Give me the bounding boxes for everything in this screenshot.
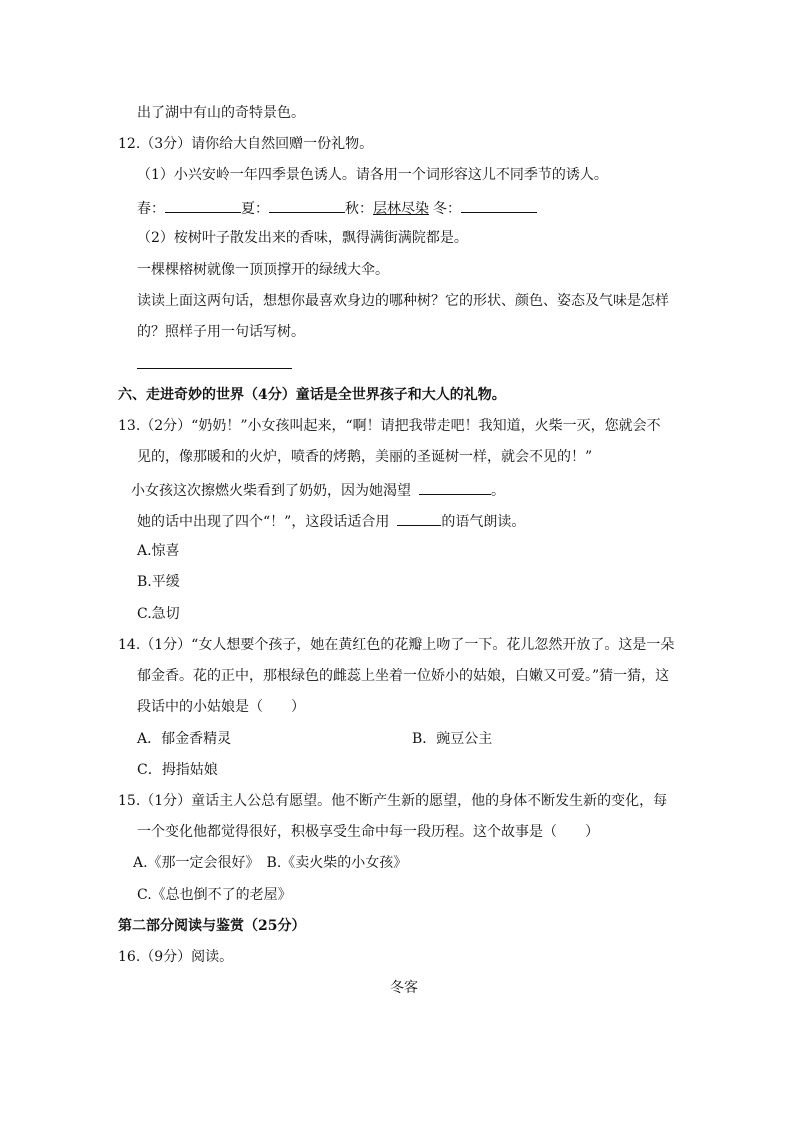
q16-stem: 16.（9分）阅读。 — [118, 949, 234, 965]
spring-label: 春： — [137, 201, 165, 217]
q12-part1: （1）小兴安岭一年四季景色诱人。请各用一个词形容这儿不同季节的诱人。 — [137, 167, 608, 183]
summer-blank[interactable] — [269, 198, 345, 213]
q13-line3-text: 小女孩这次擦燃火柴看到了奶奶，因为她渴望 — [131, 483, 411, 499]
winter-label: 冬： — [433, 201, 461, 217]
autumn-answer: 层林尽染 — [373, 201, 429, 217]
summer-label: 夏： — [241, 201, 269, 217]
q13-line4 — [137, 511, 525, 531]
q14-line1: 14.（1分）“女人想要个孩子，她在黄红色的花瓣上吻了一下。花儿忽然开放了。这是一朵 — [118, 637, 675, 653]
q12-answer-line — [137, 354, 292, 374]
q13-line3-end: 。 — [491, 483, 505, 499]
winter-blank[interactable] — [461, 198, 537, 213]
q14-line2: 郁金香。花的正中，那根绿色的雌蕊上坐着一位娇小的姑娘，白嫩又可爱。”猜一猜，这 — [137, 668, 670, 684]
q12-part2-sentence: 一棵棵榕树就像一顶顶撑开的绿绒大伞。 — [137, 262, 389, 278]
passage-title: 冬客 — [390, 980, 418, 996]
q13-line4-text: 她的话中出现了四个“！”，这段话适合用 — [137, 514, 390, 530]
q15-options-ab[interactable]: A.《那一定会很好》 B.《卖火柴的小女孩》 — [133, 855, 408, 871]
autumn-label: 秋： — [345, 201, 373, 217]
q13-tone-blank[interactable] — [397, 511, 441, 526]
q14-option-a[interactable]: A．郁金香精灵 — [137, 731, 232, 747]
part-2-heading: 第二部分阅读与鉴赏（25分） — [118, 918, 306, 934]
q14-option-b[interactable]: B．豌豆公主 — [412, 731, 493, 747]
q15-line2: 一个变化他都觉得很好，积极享受生命中每一段历程。这个故事是（ ） — [137, 824, 599, 840]
q13-line2: 见的，像那暖和的火炉，喷香的烤鹅，美丽的圣诞树一样，就会不见的！” — [137, 449, 593, 465]
q12-part3-line1: 读读上面这两句话，想想你最喜欢身边的哪种树？它的形状、颜色、姿态及气味是怎样 — [137, 293, 669, 309]
q13-line1: 13.（2分）“奶奶！”小女孩叫起来，“啊！请把我带走吧！我知道，火柴一灭，您就会不 — [118, 418, 661, 434]
section-6-heading: 六、走进奇妙的世界（4分）童话是全世界孩子和大人的礼物。 — [118, 387, 506, 403]
q15-option-c[interactable]: C.《总也倒不了的老屋》 — [137, 887, 292, 903]
q12-part3-line2: 的？照样子用一句话写树。 — [137, 324, 305, 340]
q12-seasons-row — [137, 198, 537, 218]
q14-line3: 段话中的小姑娘是（ ） — [137, 699, 305, 715]
tree-sentence-blank[interactable] — [137, 354, 292, 369]
q13-option-b[interactable]: B.平缓 — [137, 574, 180, 590]
q12-part2: （2）桉树叶子散发出来的香味，飘得满街满院都是。 — [137, 230, 468, 246]
q12-stem: 12.（3分）请你给大自然回赠一份礼物。 — [118, 136, 374, 152]
q11-continuation: 出了湖中有山的奇特景色。 — [137, 105, 305, 121]
q13-wish-blank[interactable] — [419, 480, 491, 495]
q14-option-c[interactable]: C．拇指姑娘 — [137, 762, 218, 778]
q15-line1: 15.（1分）童话主人公总有愿望。他不断产生新的愿望，他的身体不断发生新的变化，每 — [118, 793, 668, 809]
q13-option-a[interactable]: A.惊喜 — [137, 543, 180, 559]
spring-blank[interactable] — [165, 198, 241, 213]
q13-option-c[interactable]: C.急切 — [137, 606, 180, 622]
q13-line3 — [131, 480, 505, 500]
q13-line4-end: 的语气朗读。 — [441, 514, 526, 530]
